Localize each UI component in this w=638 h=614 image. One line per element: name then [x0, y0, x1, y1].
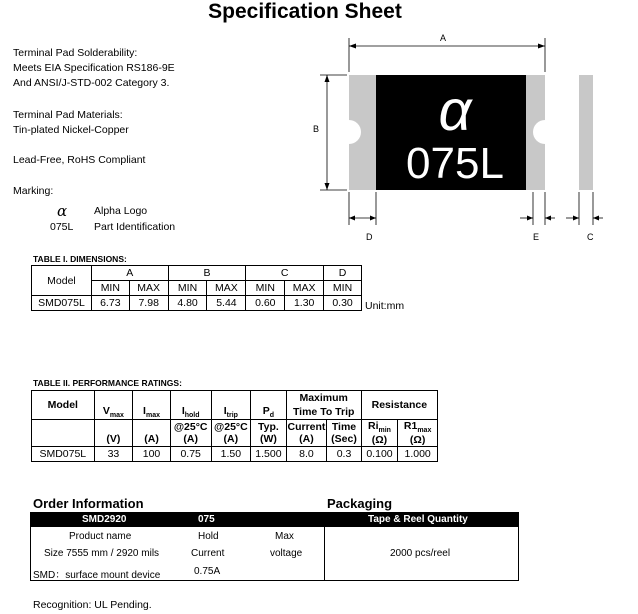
table2-pd-header: $P_d$ — [251, 391, 286, 420]
order-smd-desc: SMD：surface mount device — [33, 570, 161, 581]
table1-model-cell: SMD075L — [32, 296, 92, 311]
right-terminal-notch — [533, 120, 557, 144]
packaging-bar-label: Tape & Reel Quantity — [368, 514, 468, 525]
order-bar-model: SMD2920 — [82, 514, 127, 525]
table1-subheader: MIN — [91, 281, 129, 296]
table1-cell: 1.30 — [285, 296, 324, 311]
table1-cell: 0.60 — [246, 296, 285, 311]
table1-cell: 7.98 — [129, 296, 168, 311]
materials-title: Terminal Pad Materials: — [13, 109, 123, 121]
solderability-line2: And ANSI/J-STD-002 Category 3. — [13, 77, 170, 89]
table1-subheader: MAX — [207, 281, 246, 296]
table2-unit-cell: Current (A) — [287, 421, 326, 446]
order-current-label: Current — [191, 548, 225, 559]
order-max-label: Max — [275, 531, 294, 542]
table-row — [32, 447, 438, 462]
table2-model-cell: SMD075L — [32, 447, 95, 462]
table2-unit-cell: Typ. (W) — [251, 420, 286, 447]
dim-e-label: E — [533, 232, 540, 242]
table2-cell: 1.000 — [398, 447, 438, 462]
diagram-alpha-logo: α — [438, 78, 472, 143]
table2-title: TABLE II. PERFORMANCE RATINGS: — [33, 378, 182, 388]
table1-group-b: B — [168, 266, 246, 281]
table1-subheader: MIN — [246, 281, 285, 296]
marking-symbol-code: 075L — [50, 221, 74, 233]
order-hold-label: Hold — [198, 531, 219, 542]
table2-vmax-header: $V_{max}$ — [94, 391, 133, 420]
table1-cell: 4.80 — [168, 296, 207, 311]
recognition-text: Recognition: UL Pending. — [33, 599, 152, 611]
table-row — [32, 296, 362, 311]
order-divider — [324, 527, 325, 581]
component-side-view — [579, 75, 593, 190]
solderability-line1: Meets EIA Specification RS186-9E — [13, 62, 175, 74]
marking-desc-alpha: Alpha Logo — [94, 205, 148, 217]
materials-value: Tin-plated Nickel-Copper — [13, 124, 129, 136]
table2-cell: 33 — [94, 447, 133, 462]
compliance-text: Lead-Free, RoHS Compliant — [13, 154, 146, 166]
table2-itrip-header: $I_{trip}$ — [211, 391, 251, 420]
table2-time-to-trip-header: Maximum Time To Trip — [286, 391, 361, 420]
table1-unit: Unit:mm — [365, 300, 405, 312]
table2-unit-cell: (V) — [94, 420, 133, 447]
table1-subheader: MIN — [324, 281, 362, 296]
table1-cell: 0.30 — [324, 296, 362, 311]
order-size: Size 7555 mm / 2920 mils — [44, 548, 160, 559]
page-title: Specification Sheet — [208, 0, 402, 23]
diagram-part-code: 075L — [406, 139, 504, 188]
packaging-quantity: 2000 pcs/reel — [390, 548, 451, 559]
packaging-heading: Packaging — [327, 496, 393, 511]
table2-model-header: Model — [32, 391, 95, 420]
table2-cell: 1.500 — [251, 447, 286, 462]
table2-unit-cell: @25°C (A) — [170, 420, 211, 447]
order-product-name: Product name — [69, 531, 132, 542]
table2-cell: 8.0 — [286, 447, 327, 462]
table2-unit-cell: $Ri_{min}$ (Ω) — [361, 420, 398, 447]
table1-model-header: Model — [32, 266, 92, 296]
table1-subheader: MIN — [168, 281, 207, 296]
order-bar-code: 075 — [198, 514, 215, 525]
table2-cell: 100 — [133, 447, 171, 462]
order-hold-current-value: 0.75A — [194, 566, 221, 577]
marking-desc-code: Part Identification — [94, 221, 176, 233]
marking-title: Marking: — [13, 185, 54, 197]
table1-title: TABLE I. DIMENSIONS: — [33, 254, 127, 264]
table2-unit-cell: Time (Sec) — [327, 420, 361, 447]
table2-unit-cell — [32, 420, 95, 447]
order-info-heading: Order Information — [33, 496, 144, 511]
table2-ihold-header: $I_{hold}$ — [170, 391, 211, 420]
component-diagram — [0, 0, 638, 250]
dimensions-table — [31, 265, 362, 311]
table2-resistance-header: Resistance — [361, 391, 437, 420]
left-terminal-notch — [337, 120, 361, 144]
table1-subheader: MAX — [285, 281, 324, 296]
solderability-title: Terminal Pad Solderability: — [13, 47, 138, 59]
table1-group-a: A — [91, 266, 168, 281]
table2-imax-header: $I_{max}$ — [133, 391, 171, 420]
table1-subheader: MAX — [129, 281, 168, 296]
table1-cell: 6.73 — [91, 296, 129, 311]
table1-group-c: C — [246, 266, 324, 281]
dim-c-label: C — [587, 232, 594, 242]
dim-a-label: A — [440, 33, 447, 43]
table2-cell: 0.3 — [327, 447, 361, 462]
table1-cell: 5.44 — [207, 296, 246, 311]
table2-cell: 0.75 — [170, 447, 211, 462]
dim-b-label: B — [313, 124, 320, 134]
dim-d-label: D — [366, 232, 373, 242]
table2-cell: 1.50 — [211, 447, 251, 462]
table2-unit-cell: $R1_{max}$ (Ω) — [398, 420, 438, 447]
marking-symbol-alpha: α — [57, 202, 68, 220]
order-voltage-label: voltage — [270, 548, 303, 559]
performance-table — [31, 390, 438, 462]
table2-cell: 0.100 — [361, 447, 398, 462]
table2-unit-cell: @25°C (A) — [211, 420, 251, 447]
table1-group-d: D — [324, 266, 362, 281]
table2-unit-cell: (A) — [133, 420, 171, 447]
